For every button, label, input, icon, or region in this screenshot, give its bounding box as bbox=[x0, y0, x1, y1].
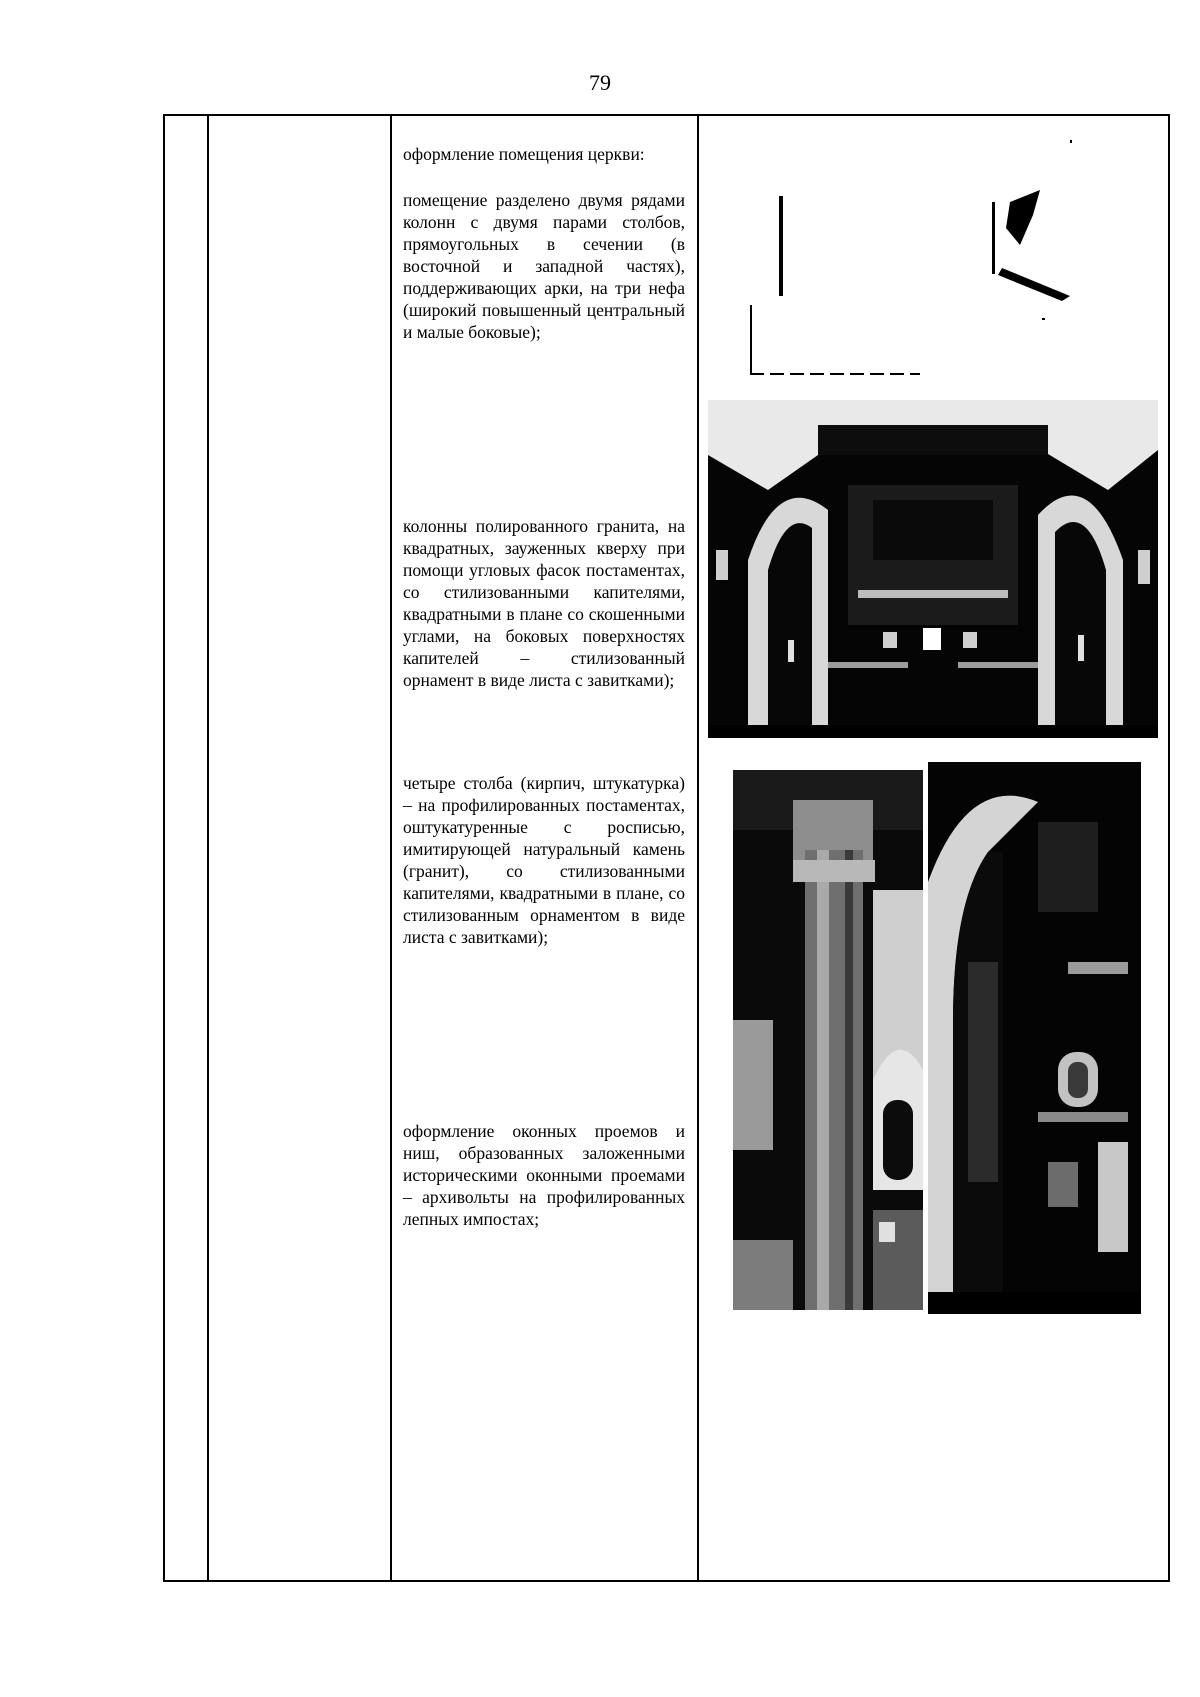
table-column-divider-2 bbox=[390, 114, 392, 1582]
page-number: 79 bbox=[589, 70, 611, 95]
table-column-divider-3 bbox=[697, 114, 699, 1582]
paragraph-nave-division: помещение разделено двумя рядами колонн с двумя парами столбов, прямоугольных в сечении (в восточной и западной частях), поддерживающих арки, на три нефа (широкий повышенный центральный и малые боковые); bbox=[403, 190, 685, 342]
photo-nave-arches bbox=[708, 400, 1158, 738]
paragraph-four-pillars: четыре столба (кирпич, штукатурка) – на профилированных постаментах, оштукатуренные с росписью, имитирующей натуральный камень (гранит), со стилизованными капителями, квадратными в плане, со стилизованным орнаментом в виде листа с завитками); bbox=[403, 773, 685, 947]
photo-dark-arch bbox=[928, 762, 1141, 1314]
paragraph-window-openings: оформление оконных проемов и ниш, образованных заложенными историческими оконными проемами – архивольты на профилированных лепных импостах; bbox=[403, 1121, 685, 1229]
table-column-divider-1 bbox=[207, 114, 209, 1582]
photo-granite-column bbox=[733, 770, 923, 1310]
photo-faded-interior bbox=[740, 130, 1140, 385]
paragraph-church-interior: оформление помещения церкви: bbox=[403, 144, 645, 164]
paragraph-granite-columns: колонны полированного гранита, на квадратных, зауженных кверху при помощи угловых фасок постаментах, со стилизованными капителями, квадратными в плане со скошенными углами, на боковых поверхностях капителей – стилизованный орнамент в виде листа с завитками); bbox=[403, 516, 685, 690]
